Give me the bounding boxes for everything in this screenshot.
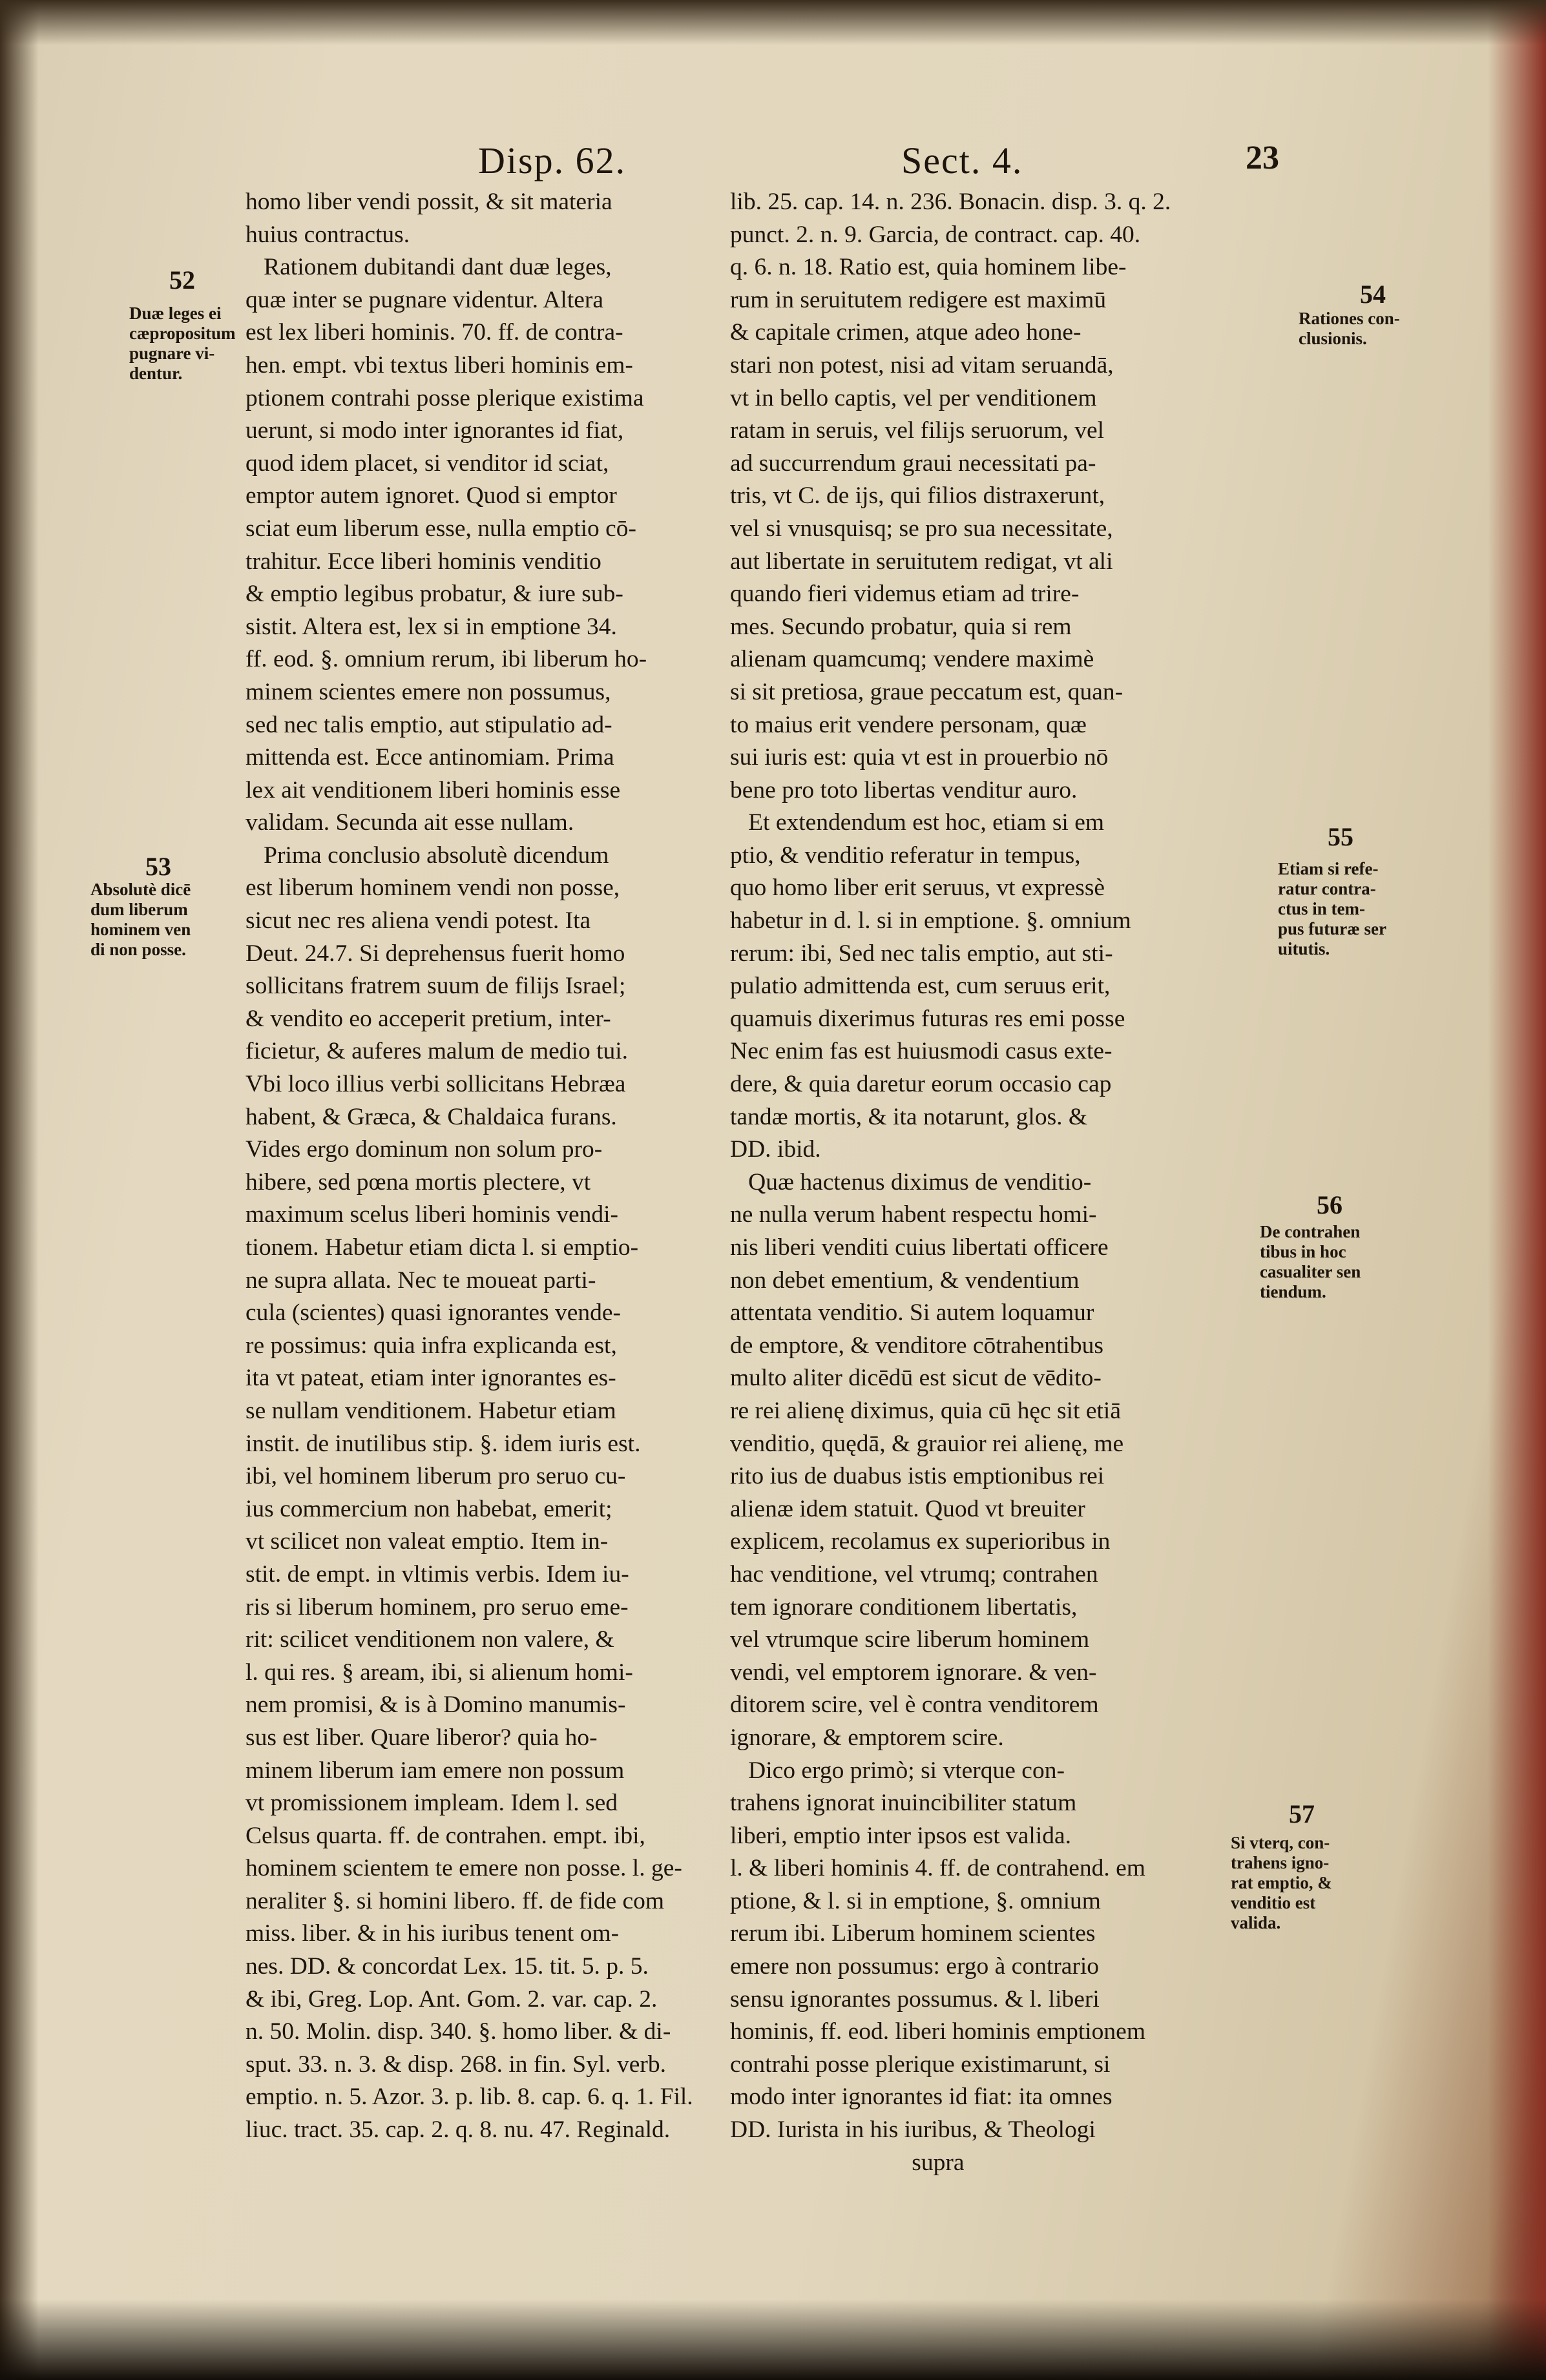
margin-number-54: 54: [1360, 280, 1386, 309]
text-line: cula (scientes) quasi ignorantes vende-: [245, 1299, 622, 1327]
text-line: Deut. 24.7. Si deprehensus fuerit homo: [245, 940, 625, 967]
text-line: minem scientes emere non possumus,: [245, 678, 611, 705]
text-line: trahitur. Ecce liberi hominis venditio: [245, 548, 601, 575]
text-line: ficietur, & auferes malum de medio tui.: [245, 1038, 629, 1065]
text-line: Prima conclusio absolutè dicendum: [245, 842, 609, 869]
text-line: quamuis dixerimus futuras res emi posse: [730, 1005, 1125, 1032]
text-line: de emptore, & venditore cōtrahentibus: [730, 1332, 1103, 1359]
text-line: tandæ mortis, & ita notarunt, glos. &: [730, 1103, 1088, 1130]
margin-number-56: 56: [1317, 1190, 1342, 1219]
text-line: rerum: ibi, Sed nec talis emptio, aut sti-: [730, 940, 1113, 967]
text-line: est liberum hominem vendi non posse,: [245, 874, 620, 902]
text-line: emptor autem ignoret. Quod si emptor: [245, 482, 617, 510]
text-line: se nullam venditionem. Habetur etiam: [245, 1397, 616, 1424]
text-line: habent, & Græca, & Chaldaica furans.: [245, 1103, 617, 1130]
running-header: [0, 139, 1546, 191]
text-line: vendi, vel emptorem ignorare. & ven-: [730, 1659, 1097, 1686]
text-line: est lex liberi hominis. 70. ff. de contra-: [245, 319, 623, 346]
text-line: n. 50. Molin. disp. 340. §. homo liber. & di-: [245, 2018, 671, 2045]
page-edge-stain: [1488, 0, 1546, 2380]
text-line: hac venditione, vel vtrumq; contrahen: [730, 1560, 1098, 1588]
text-line: nes. DD. & concordat Lex. 15. tit. 5. p. 5.: [245, 1953, 649, 1980]
margin-number-57: 57: [1289, 1799, 1315, 1828]
text-line: supra: [730, 2149, 965, 2176]
text-line: aut libertate in seruitutem redigat, vt ali: [730, 548, 1113, 575]
margin-number-53: 53: [145, 852, 171, 881]
text-line: huius contractus.: [245, 221, 410, 248]
text-line: sed nec talis emptio, aut stipulatio ad-: [245, 711, 612, 738]
page-top-shadow: [0, 0, 1546, 45]
text-line: ptio, & venditio referatur in tempus,: [730, 842, 1081, 869]
text-line: Et extendendum est hoc, etiam si em: [730, 809, 1105, 836]
text-line: sput. 33. n. 3. & disp. 268. in fin. Syl. verb.: [245, 2051, 667, 2078]
text-line: contrahi posse plerique existimarunt, si: [730, 2051, 1111, 2078]
text-line: sensu ignorantes possumus. & l. liberi: [730, 1985, 1100, 2013]
margin-note-56: De contrahen tibus in hoc casualiter sen tiendum.: [1260, 1222, 1361, 1301]
text-line: ff. eod. §. omnium rerum, ibi liberum ho-: [245, 646, 647, 673]
text-line: vel vtrumque scire liberum hominem: [730, 1626, 1090, 1653]
text-line: ne supra allata. Nec te moueat parti-: [245, 1267, 596, 1294]
text-line: & ibi, Greg. Lop. Ant. Gom. 2. var. cap. 2.: [245, 1985, 658, 2013]
text-line: explicem, recolamus ex superioribus in: [730, 1528, 1111, 1555]
text-line: ita vt pateat, etiam inter ignorantes es-: [245, 1365, 616, 1392]
text-line: Vides ergo dominum non solum pro-: [245, 1136, 603, 1163]
text-line: lib. 25. cap. 14. n. 236. Bonacin. disp. 3. q. 2.: [730, 189, 1171, 215]
text-line: DD. ibid.: [730, 1136, 821, 1163]
text-line: & vendito eo acceperit pretium, inter-: [245, 1005, 611, 1032]
text-line: habetur in d. l. si in emptione. §. omnium: [730, 907, 1131, 935]
text-line: uerunt, si modo inter ignorantes id fiat,: [245, 417, 624, 444]
margin-note-55: Etiam si refe- ratur contra- ctus in tem- pus futuræ ser uitutis.: [1278, 859, 1387, 958]
text-line: DD. Iurista in his iuribus, & Theologi: [730, 2116, 1096, 2144]
text-line: ignorare, & emptorem scire.: [730, 1724, 1004, 1751]
text-line: ratam in seruis, vel filijs seruorum, vel: [730, 417, 1105, 444]
text-line: emere non possumus: ergo à contrario: [730, 1953, 1100, 1980]
text-line: hibere, sed pœna mortis plectere, vt: [245, 1168, 591, 1195]
text-line: Vbi loco illius verbi sollicitans Hebræa: [245, 1071, 626, 1098]
text-line: tionem. Habetur etiam dicta l. si emptio-: [245, 1234, 639, 1261]
text-line: quod idem placet, si venditor id sciat,: [245, 450, 609, 477]
text-line: modo inter ignorantes id fiat: ita omnes: [730, 2084, 1112, 2111]
margin-note-57: Si vterq, con- trahens igno- rat emptio, & venditio est valida.: [1231, 1833, 1332, 1932]
text-line: hominem scientem te emere non posse. l. ge-: [245, 1855, 682, 1882]
text-line: hominis, ff. eod. liberi hominis emptionem: [730, 2018, 1145, 2045]
text-line: lex ait venditionem liberi hominis esse: [245, 776, 621, 803]
text-line: & capitale crimen, atque adeo hone-: [730, 319, 1081, 346]
text-line: ris si liberum hominem, pro seruo eme-: [245, 1593, 629, 1620]
text-line: vel si vnusquisq; se pro sua necessitate,: [730, 515, 1113, 542]
text-line: punct. 2. n. 9. Garcia, de contract. cap. 40.: [730, 221, 1141, 248]
left-text-column: [245, 186, 743, 2147]
text-line: q. 6. n. 18. Ratio est, quia hominem libe-: [730, 254, 1127, 281]
text-line: attentata venditio. Si autem loquamur: [730, 1299, 1094, 1327]
text-line: multo aliter dicēdū est sicut de vēdito-: [730, 1365, 1102, 1392]
text-line: ibi, vel hominem liberum pro seruo cu-: [245, 1463, 626, 1490]
page-spine-shadow: [0, 0, 39, 2380]
text-line: stari non potest, nisi ad vitam seruandā,: [730, 351, 1114, 378]
text-line: mes. Secundo probatur, quia si rem: [730, 613, 1072, 640]
text-line: rito ius de duabus istis emptionibus rei: [730, 1463, 1105, 1490]
text-line: stit. de empt. in vltimis verbis. Idem iu-: [245, 1560, 629, 1588]
text-line: pulatio admittenda est, cum seruus erit,: [730, 973, 1111, 1000]
text-line: sistit. Altera est, lex si in emptione 34.: [245, 613, 617, 640]
text-line: ditorem scire, vel è contra venditorem: [730, 1692, 1099, 1719]
text-line: Celsus quarta. ff. de contrahen. empt. ibi,: [245, 1822, 645, 1849]
page-number: 23: [1246, 140, 1279, 176]
text-line: instit. de inutilibus stip. §. idem iuris est.: [245, 1430, 641, 1457]
text-line: si sit pretiosa, graue peccatum est, quan-: [730, 678, 1123, 705]
text-line: Rationem dubitandi dant duæ leges,: [245, 254, 612, 281]
margin-note-53: Absolutè dicē dum liberum hominem ven di non posse.: [90, 880, 191, 959]
text-line: sollicitans fratrem suum de filijs Israel;: [245, 973, 626, 1000]
text-line: rerum ibi. Liberum hominem scientes: [730, 1920, 1096, 1947]
text-line: validam. Secunda ait esse nullam.: [245, 809, 574, 836]
text-line: ptione, & l. si in emptione, §. omnium: [730, 1887, 1101, 1914]
margin-note-54: Rationes con- clusionis.: [1299, 309, 1400, 348]
text-line: alienæ idem statuit. Quod vt breuiter: [730, 1495, 1085, 1522]
margin-number-55: 55: [1328, 822, 1353, 851]
text-line: sciat eum liberum esse, nulla emptio cō-: [245, 515, 637, 542]
page-bottom-shadow: [0, 2299, 1546, 2380]
text-line: sicut nec res aliena vendi potest. Ita: [245, 907, 591, 935]
header-section: Sect. 4.: [901, 140, 1023, 181]
text-line: bene pro toto libertas venditur auro.: [730, 776, 1078, 803]
text-line: l. qui res. § aream, ibi, si alienum homi-: [245, 1659, 633, 1686]
text-line: Quæ hactenus diximus de venditio-: [730, 1168, 1092, 1195]
text-line: & emptio legibus probatur, & iure sub-: [245, 581, 623, 608]
text-line: emptio. n. 5. Azor. 3. p. lib. 8. cap. 6. q. 1. Fil.: [245, 2084, 693, 2111]
text-line: nis liberi venditi cuius libertati officere: [730, 1234, 1109, 1261]
text-line: ius commercium non habebat, emerit;: [245, 1495, 612, 1522]
text-line: liuc. tract. 35. cap. 2. q. 8. nu. 47. Reginald.: [245, 2116, 671, 2144]
text-line: Dico ergo primò; si vterque con-: [730, 1757, 1065, 1784]
text-line: ptionem contrahi posse plerique existima: [245, 384, 644, 411]
text-line: ad succurrendum graui necessitati pa-: [730, 450, 1096, 477]
margin-number-52: 52: [169, 265, 195, 295]
text-line: re possimus: quia infra explicanda est,: [245, 1332, 617, 1359]
text-line: alienam quamcumq; vendere maximè: [730, 646, 1094, 673]
text-line: tem ignorare conditionem libertatis,: [730, 1593, 1078, 1620]
text-line: minem liberum iam emere non possum: [245, 1757, 625, 1784]
text-line: dere, & quia daretur eorum occasio cap: [730, 1071, 1112, 1098]
text-line: vt in bello captis, vel per venditionem: [730, 384, 1097, 411]
text-line: Nec enim fas est huiusmodi casus exte-: [730, 1038, 1112, 1065]
text-line: nem promisi, & is à Domino manumis-: [245, 1692, 626, 1719]
text-line: sui iuris est: quia vt est in prouerbio nō: [730, 744, 1109, 771]
text-line: l. & liberi hominis 4. ff. de contrahend. em: [730, 1855, 1145, 1882]
text-line: homo liber vendi possit, & sit materia: [245, 189, 612, 215]
margin-note-52: Duæ leges ei cæpropositum pugnare vi- dentur.: [129, 304, 236, 383]
text-line: tris, vt C. de ijs, qui filios distraxerunt,: [730, 482, 1105, 510]
text-line: liberi, emptio inter ipsos est valida.: [730, 1822, 1072, 1849]
text-line: sus est liber. Quare liberor? quia ho-: [245, 1724, 598, 1751]
text-line: quando fieri videmus etiam ad trire-: [730, 581, 1080, 608]
text-line: vt promissionem impleam. Idem l. sed: [245, 1790, 618, 1817]
text-line: miss. liber. & in his iuribus tenent om-: [245, 1920, 620, 1947]
header-disputation: Disp. 62.: [478, 140, 627, 181]
text-line: quæ inter se pugnare videntur. Altera: [245, 286, 604, 313]
text-line: neraliter §. si homini libero. ff. de fide com: [245, 1887, 665, 1914]
text-line: non debet ementium, & vendentium: [730, 1267, 1080, 1294]
text-line: rum in seruitutem redigere est maximū: [730, 286, 1107, 313]
text-line: rit: scilicet venditionem non valere, &: [245, 1626, 614, 1653]
text-line: quo homo liber erit seruus, vt expressè: [730, 874, 1105, 902]
text-line: hen. empt. vbi textus liberi hominis em-: [245, 351, 633, 378]
text-line: to maius erit vendere personam, quæ: [730, 711, 1087, 738]
text-line: trahens ignorat inuincibiliter statum: [730, 1790, 1077, 1817]
text-line: venditio, quędā, & grauior rei alienę, me: [730, 1430, 1124, 1457]
text-line: maximum scelus liberi hominis vendi-: [245, 1201, 619, 1228]
text-line: vt scilicet non valeat emptio. Item in-: [245, 1528, 609, 1555]
text-line: re rei alienę diximus, quia cū hęc sit etiā: [730, 1397, 1121, 1424]
right-text-column: [730, 186, 1266, 2179]
text-line: ne nulla verum habent respectu homi-: [730, 1201, 1097, 1228]
text-line: mittenda est. Ecce antinomiam. Prima: [245, 744, 614, 771]
